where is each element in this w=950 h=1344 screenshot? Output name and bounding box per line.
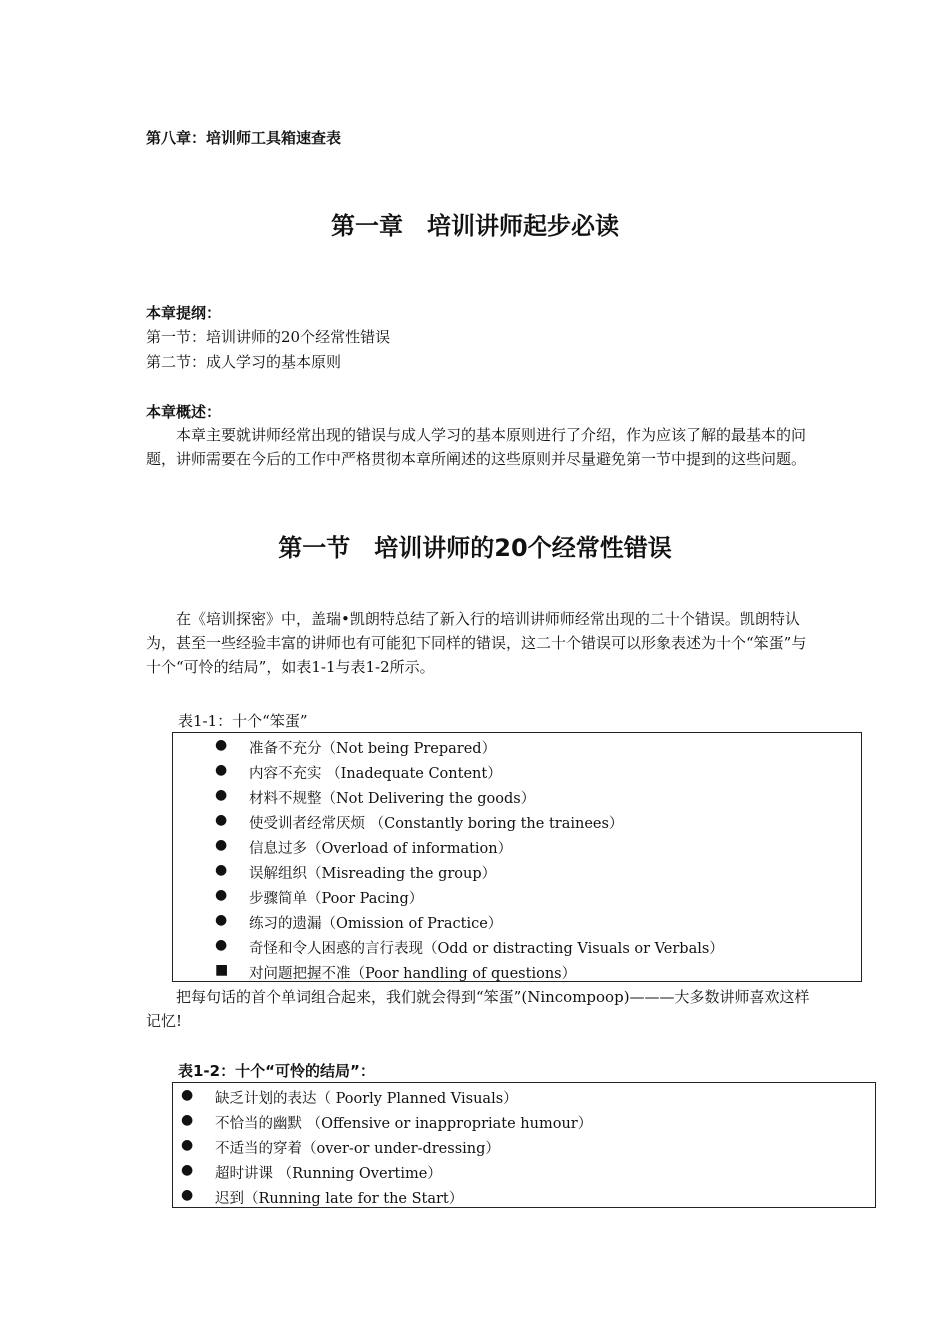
- bullet-icon: ●: [215, 887, 228, 903]
- bullet-icon: ●: [215, 837, 228, 853]
- table1-item: 误解组织（Misreading the group）: [249, 866, 497, 882]
- bullet-icon: ●: [181, 1087, 194, 1103]
- chapter-title: 第一章 培训讲师起步必读: [331, 212, 619, 240]
- table2-box: [172, 1082, 876, 1208]
- table2-item: 缺乏计划的表达（ Poorly Planned Visuals）: [215, 1091, 518, 1107]
- previous-chapter-heading: 第八章：培训师工具箱速查表: [146, 129, 342, 147]
- intro-paragraph: 在《培训探密》中，盖瑞•凯朗特总结了新入行的培训讲师师经常出现的二十个错误。凯朗特认为，甚至一些经验丰富的讲师也有可能犯下同样的错误，这二十个错误可以形象表述为十个“笨蛋”与十个“可怜的结局”，如表1-1与表1-2所示。: [146, 610, 807, 676]
- table1-item: 材料不规整（Not Delivering the goods）: [249, 791, 536, 807]
- table2-item: 迟到（Running late for the Start）: [215, 1191, 464, 1207]
- overview-paragraph: 本章主要就讲师经常出现的错误与成人学习的基本原则进行了介绍，作为应该了解的最基本的问题，讲师需要在今后的工作中严格贯彻本章所阐述的这些原则并尽量避免第一节中提到的这些问题。: [146, 426, 807, 468]
- table1-caption: 表1-1：十个“笨蛋”: [178, 712, 308, 730]
- summary-paragraph: 把每句话的首个单词组合起来，我们就会得到“笨蛋”(Nincompoop)———大多数讲师喜欢这样记忆!: [146, 988, 810, 1030]
- table2-item: 不适当的穿着（over-or under-dressing）: [215, 1141, 500, 1157]
- table1-item: 信息过多（Overload of information）: [249, 841, 513, 857]
- bullet-icon: ●: [215, 912, 228, 928]
- outline-item: 第二节：成人学习的基本原则: [146, 353, 342, 371]
- bullet-icon: ●: [181, 1187, 194, 1203]
- table1-item: 准备不充分（Not being Prepared）: [249, 741, 497, 757]
- table1-item: 奇怪和令人困惑的言行表现（Odd or distracting Visuals or Verbals）: [249, 941, 724, 957]
- bullet-icon: ●: [215, 737, 228, 753]
- bullet-icon: ●: [181, 1137, 194, 1153]
- table2-item: 不恰当的幽默 （Offensive or inappropriate humour）: [215, 1116, 593, 1132]
- table1-item: 步骤简单（Poor Pacing）: [249, 891, 424, 907]
- outline-label: 本章提纲：: [146, 304, 222, 322]
- bullet-icon: ●: [215, 762, 228, 778]
- bullet-icon: ●: [215, 862, 228, 878]
- table1-box: [172, 732, 862, 982]
- table2-item: 超时讲课 （Running Overtime）: [215, 1166, 442, 1182]
- bullet-icon: ●: [215, 787, 228, 803]
- bullet-icon: ●: [181, 1112, 194, 1128]
- table1-item: 对问题把握不准（Poor handling of questions）: [249, 966, 577, 982]
- bullet-icon: ●: [215, 812, 228, 828]
- table1-item: 练习的遗漏（Omission of Practice）: [249, 916, 503, 932]
- overview-label: 本章概述：: [146, 403, 222, 421]
- table1-item: 使受训者经常厌烦 （Constantly boring the trainees）: [249, 816, 624, 832]
- bullet-icon: ●: [215, 937, 228, 953]
- table2-caption: 表1-2：十个“可怜的结局”：: [178, 1062, 375, 1080]
- outline-item: 第一节：培训讲师的20个经常性错误: [146, 328, 391, 346]
- square-bullet-icon: ■: [215, 962, 229, 978]
- table1-item: 内容不充实 （Inadequate Content）: [249, 766, 502, 782]
- section-title: 第一节 培训讲师的20个经常性错误: [278, 534, 672, 562]
- bullet-icon: ●: [181, 1162, 194, 1178]
